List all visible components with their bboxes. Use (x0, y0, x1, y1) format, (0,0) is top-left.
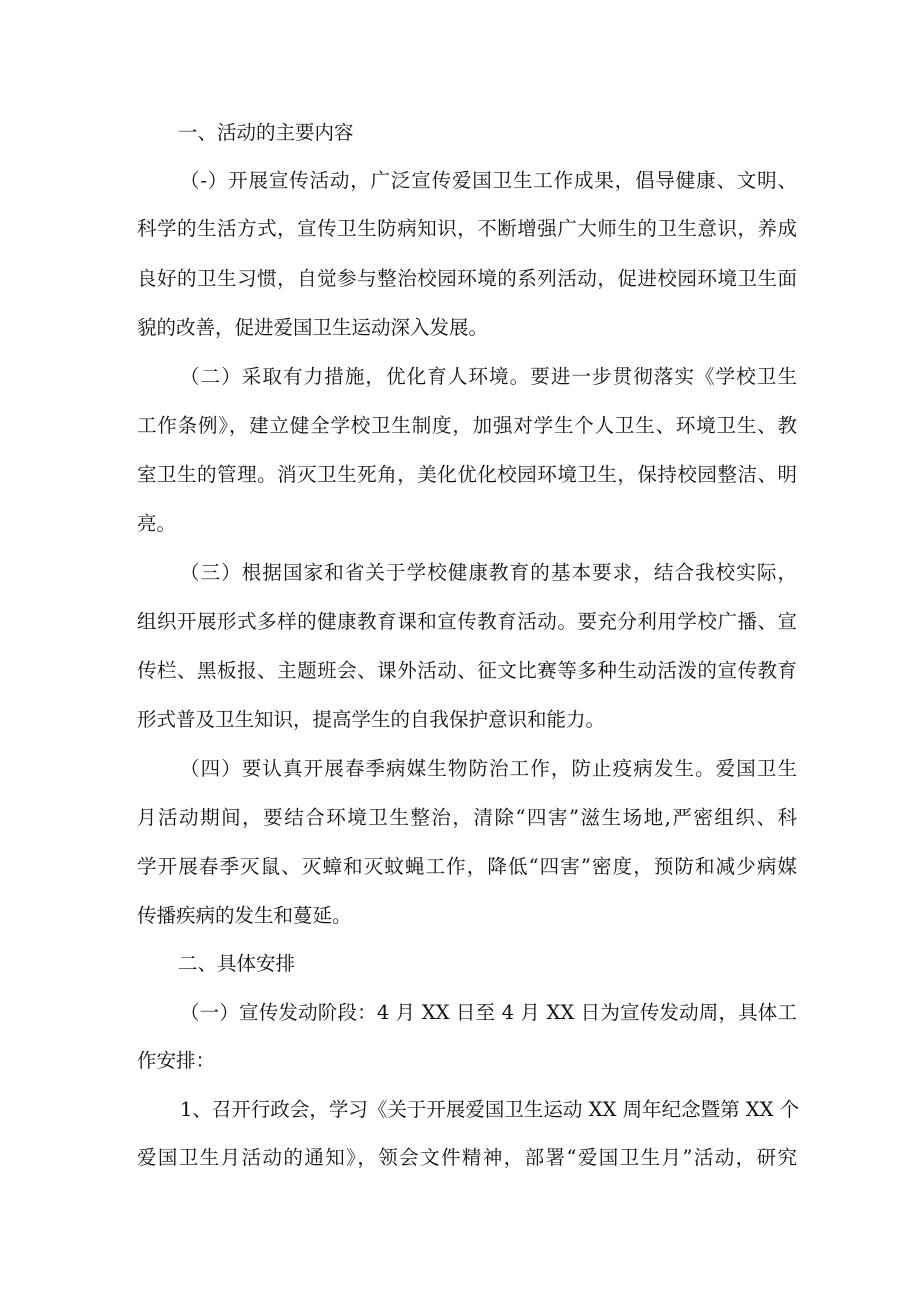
paragraph-2-line-4: 亮。 (137, 512, 177, 535)
paragraph-1-line-4: 貌的改善，促进爱国卫生运动深入发展。 (137, 316, 489, 339)
paragraph-2-line-2: 工作条例》，建立健全学校卫生制度，加强对学生个人卫生、环境卫生、教 (137, 414, 797, 437)
paragraph-4-line-4: 传播疾病的发生和蔓延。 (137, 904, 352, 927)
paragraph-2-line-3: 室卫生的管理。消灭卫生死角，美化优化校园环境卫生，保持校园整洁、明 (137, 463, 797, 486)
item-1-line-1: 1、召开行政会，学习《关于开展爱国卫生运动 XX 周年纪念暨第 XX 个 (180, 1098, 800, 1121)
paragraph-4-line-1: （四）要认真开展春季病媒生物防治工作，防止疫病发生。爱国卫生 (180, 757, 797, 780)
item-1-line-2: 爱国卫生月活动的通知》，领会文件精神，部署“爱国卫生月”活动，研究 (137, 1146, 797, 1169)
paragraph-1-line-1: （-）开展宣传活动，广泛宣传爱国卫生工作成果，倡导健康、文明、 (180, 169, 797, 192)
heading-main-content: 一、活动的主要内容 (178, 121, 354, 144)
paragraph-5-line-2: 作安排： (137, 1049, 216, 1072)
heading-specific-arrangement: 二、具体安排 (178, 952, 296, 975)
paragraph-5-line-1: （一）宣传发动阶段：4 月 XX 日至 4 月 XX 日为宣传发动周，具体工 (180, 1001, 797, 1024)
paragraph-3-line-4: 形式普及卫生知识，提高学生的自我保护意识和能力。 (137, 708, 606, 731)
paragraph-3-line-3: 传栏、黑板报、主题班会、课外活动、征文比赛等多种生动活泼的宣传教育 (137, 659, 797, 682)
paragraph-3-line-2: 组织开展形式多样的健康教育课和宣传教育活动。要充分利用学校广播、宣 (137, 610, 797, 633)
paragraph-4-line-2: 月活动期间，要结合环境卫生整治，清除“四害”滋生场地,严密组织、科 (137, 806, 797, 829)
paragraph-1-line-3: 良好的卫生习惯，自觉参与整治校园环境的系列活动，促进校园环境卫生面 (137, 267, 797, 290)
paragraph-2-line-1: （二）采取有力措施，优化育人环境。要进一步贯彻落实《学校卫生 (180, 365, 797, 388)
paragraph-1-line-2: 科学的生活方式，宣传卫生防病知识，不断增强广大师生的卫生意识，养成 (137, 217, 797, 240)
paragraph-4-line-3: 学开展春季灭鼠、灭蟑和灭蚊蝇工作，降低“四害”密度，预防和减少病媒 (137, 855, 797, 878)
paragraph-3-line-1: （三）根据国家和省关于学校健康教育的基本要求，结合我校实际， (180, 561, 797, 584)
